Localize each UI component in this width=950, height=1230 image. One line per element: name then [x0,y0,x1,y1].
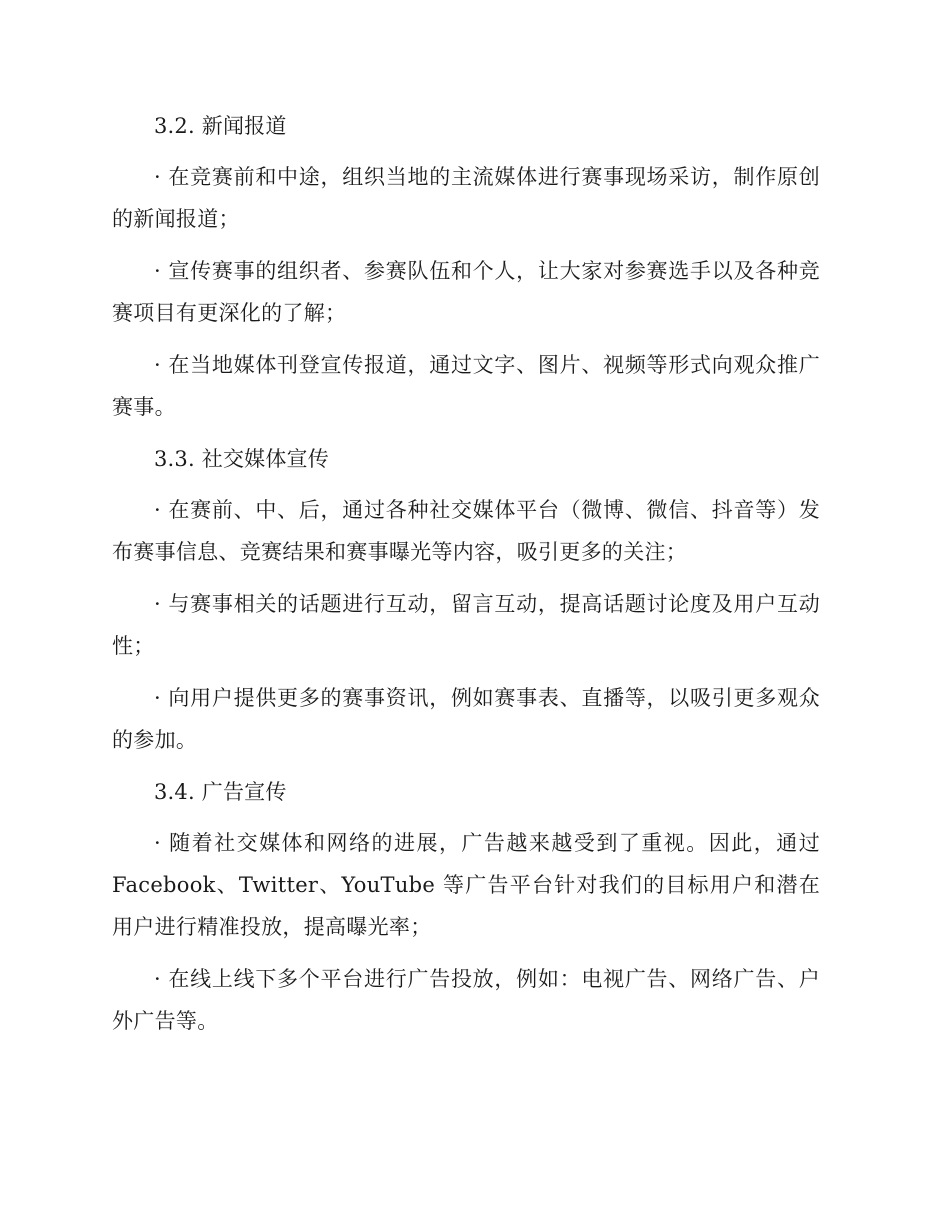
bullet-paragraph: · 在竞赛前和中途，组织当地的主流媒体进行赛事现场采访，制作原创的新闻报道； [112,165,820,231]
bullet-paragraph: · 在当地媒体刊登宣传报道，通过文字、图片、视频等形式向观众推广赛事。 [112,353,820,419]
bullet-paragraph: · 在线上线下多个平台进行广告投放，例如：电视广告、网络广告、户外广告等。 [112,967,820,1033]
section-social-media [112,438,820,761]
bullet-paragraph: · 在赛前、中、后，通过各种社交媒体平台（微博、微信、抖音等）发布赛事信息、竞赛结果和赛事曝光等内容，吸引更多的关注； [112,498,820,564]
section-heading: 3.4. 广告宣传 [154,780,287,804]
section-heading: 3.3. 社交媒体宣传 [154,447,329,471]
bullet-paragraph: · 与赛事相关的话题进行互动，留言互动，提高话题讨论度及用户互动性； [112,592,820,658]
document-page [112,105,820,1052]
section-heading: 3.2. 新闻报道 [154,114,287,138]
bullet-paragraph: · 向用户提供更多的赛事资讯，例如赛事表、直播等，以吸引更多观众的参加。 [112,686,820,752]
section-news-coverage [112,105,820,428]
section-advertising [112,771,820,1042]
bullet-paragraph: · 宣传赛事的组织者、参赛队伍和个人，让大家对参赛选手以及各种竞赛项目有更深化的了解； [112,259,820,325]
bullet-paragraph: · 随着社交媒体和网络的进展，广告越来越受到了重视。因此，通过Facebook、Twitter、YouTube 等广告平台针对我们的目标用户和潜在用户进行精准投放，提高曝光率； [112,831,820,939]
